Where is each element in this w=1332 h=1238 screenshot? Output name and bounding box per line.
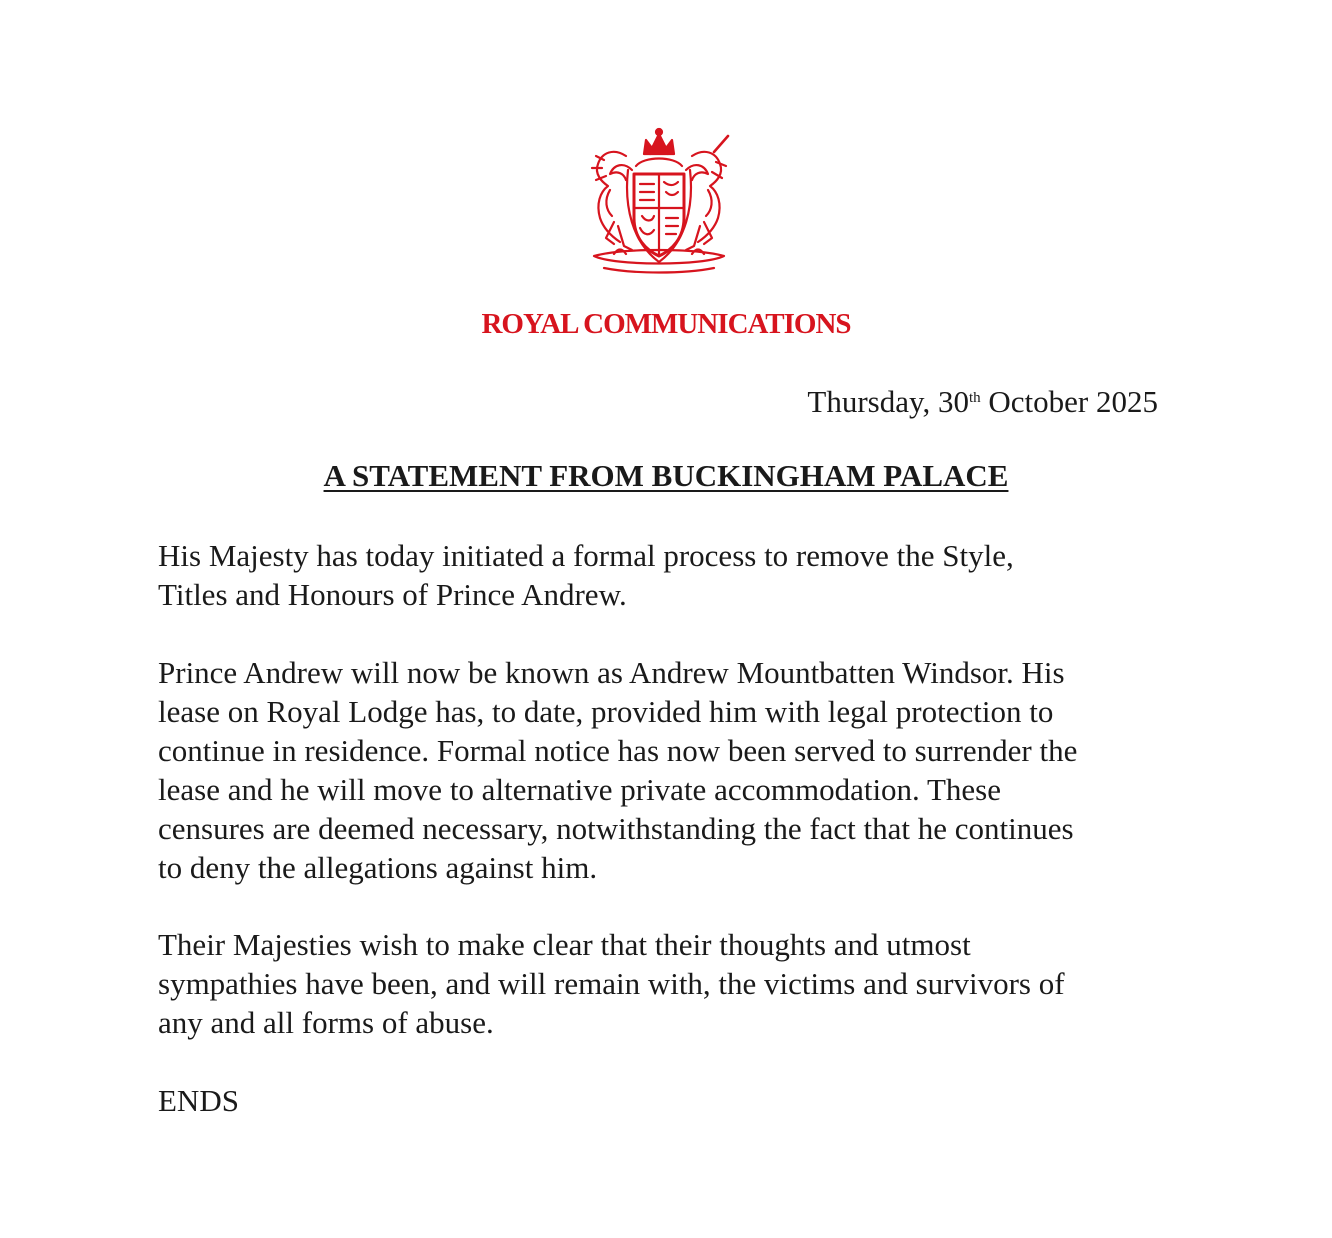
date-day: Thursday, 30 [807, 384, 969, 419]
ends-marker: ENDS [158, 1083, 239, 1118]
paragraph-line: any and all forms of abuse. [158, 1005, 494, 1040]
paragraph-2 [158, 653, 1178, 887]
paragraph-line: censures are deemed necessary, notwithstanding the fact that he continues [158, 811, 1074, 846]
paragraph-3 [158, 925, 1178, 1042]
paragraph-line: lease and he will move to alternative private accommodation. These [158, 772, 1002, 807]
paragraph-1 [158, 536, 1178, 614]
paragraph-line: lease on Royal Lodge has, to date, provided him with legal protection to [158, 694, 1054, 729]
statement-title [0, 456, 1332, 496]
paragraph-line: His Majesty has today initiated a formal process to remove the Style, [158, 538, 1014, 573]
paragraph-line: continue in residence. Formal notice has now been served to surrender the [158, 733, 1078, 768]
paragraph-line: to deny the allegations against him. [158, 850, 598, 885]
date-ordinal-suffix: th [968, 390, 981, 406]
paragraph-line: Titles and Honours of Prince Andrew. [158, 577, 627, 612]
date-month-year: October 2025 [988, 384, 1158, 419]
paragraph-line: sympathies have been, and will remain with, the victims and survivors of [158, 966, 1065, 1001]
organisation-name: ROYAL COMMUNICATIONS [481, 308, 851, 340]
paragraph-line: Prince Andrew will now be known as Andrew Mountbatten Windsor. His [158, 655, 1065, 690]
paragraph-line: Their Majesties wish to make clear that their thoughts and utmost [158, 927, 971, 962]
statement-title-text: A STATEMENT FROM BUCKINGHAM PALACE [323, 458, 1009, 493]
statement-date [807, 382, 1158, 422]
royal-coat-of-arms-icon [574, 126, 744, 276]
